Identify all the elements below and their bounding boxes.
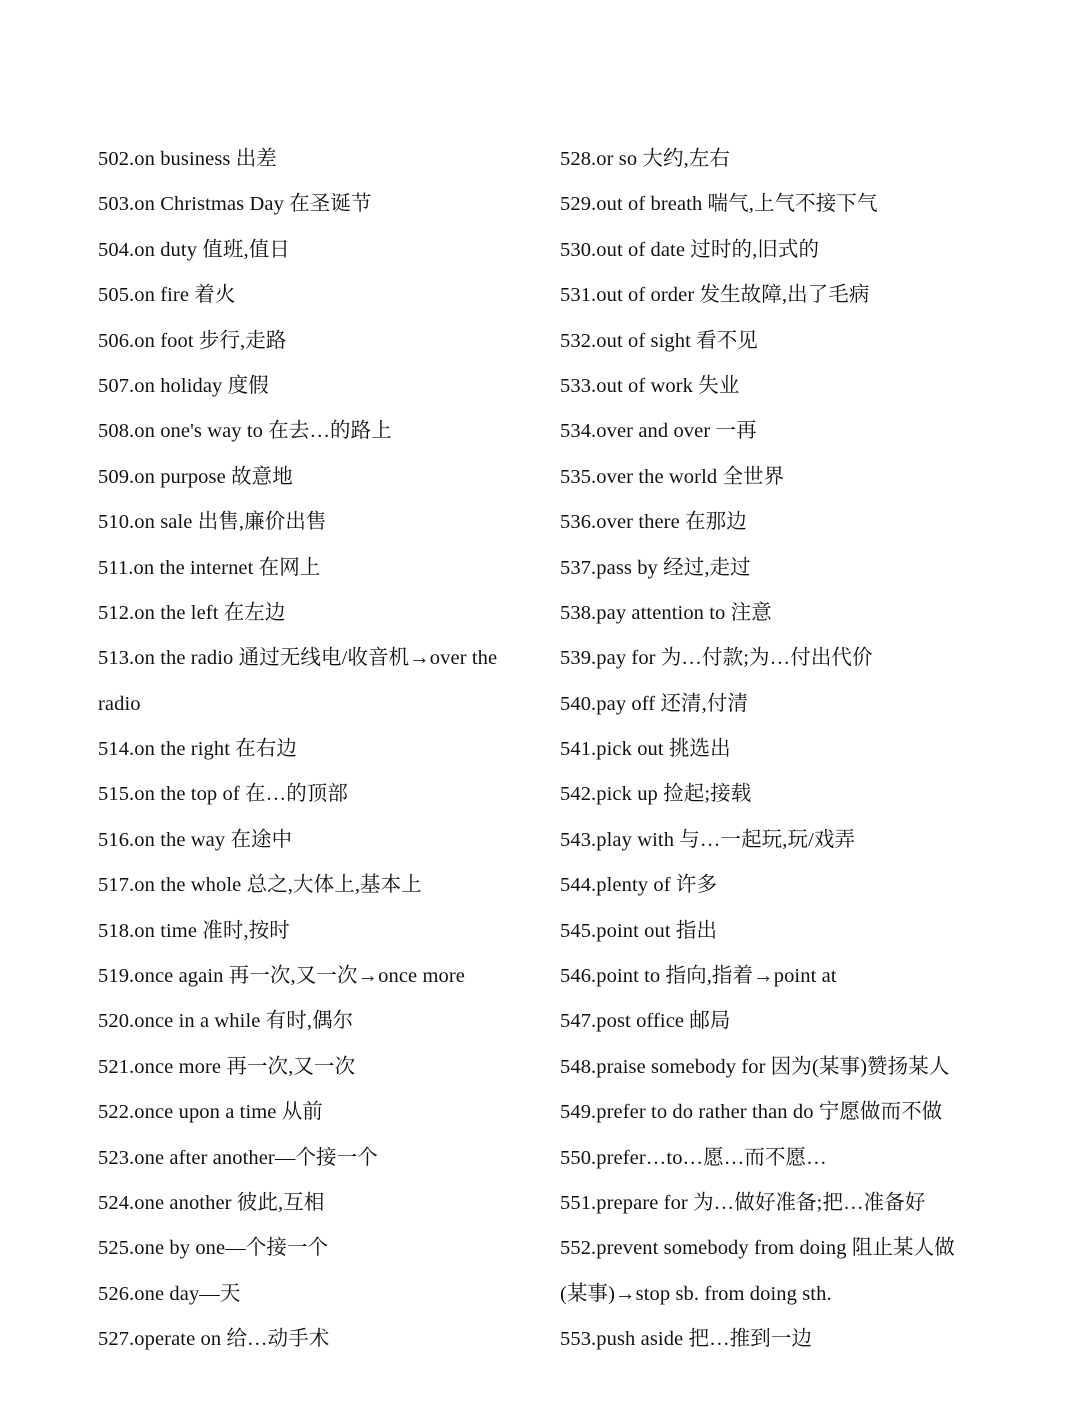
- phrase-line: 513.on the radio 通过无线电/收音机→over the: [98, 647, 498, 670]
- phrase-line: 542.pick up 捡起;接载: [560, 783, 752, 806]
- phrase-line: 543.play with 与…一起玩,玩/戏弄: [560, 828, 856, 851]
- phrase-line: 552.prevent somebody from doing 阻止某人做: [560, 1237, 955, 1260]
- phrase-line: 517.on the whole 总之,大体上,基本上: [98, 874, 422, 897]
- phrase-line: 512.on the left 在左边: [98, 601, 286, 624]
- phrase-line: 511.on the internet 在网上: [98, 556, 321, 579]
- phrase-line: 523.one after another—个接一个: [98, 1146, 378, 1169]
- phrase-line: 524.one another 彼此,互相: [98, 1191, 325, 1214]
- phrase-line: 545.point out 指出: [560, 919, 718, 942]
- phrase-line: 507.on holiday 度假: [98, 374, 269, 397]
- phrase-line: 505.on fire 着火: [98, 284, 236, 307]
- phrase-line: 508.on one's way to 在去…的路上: [98, 420, 392, 443]
- phrase-line: 527.operate on 给…动手术: [98, 1328, 330, 1351]
- phrase-line: 532.out of sight 看不见: [560, 329, 758, 352]
- phrase-line: 537.pass by 经过,走过: [560, 556, 751, 579]
- phrase-line: 547.post office 邮局: [560, 1010, 731, 1033]
- phrase-line: 504.on duty 值班,值日: [98, 238, 290, 261]
- phrase-line: 536.over there 在那边: [560, 511, 747, 534]
- phrase-line: 539.pay for 为…付款;为…付出代价: [560, 647, 873, 670]
- phrase-line: 546.point to 指向,指着→point at: [560, 965, 837, 988]
- phrase-line: 509.on purpose 故意地: [98, 465, 293, 488]
- phrase-line: 516.on the way 在途中: [98, 828, 293, 851]
- phrase-line: 530.out of date 过时的,旧式的: [560, 238, 820, 261]
- phrase-line: 538.pay attention to 注意: [560, 601, 772, 624]
- left-phrase-column: [98, 137, 528, 1363]
- phrase-line: 531.out of order 发生故障,出了毛病: [560, 284, 870, 307]
- phrase-line: 534.over and over 一再: [560, 420, 757, 443]
- phrase-line: 515.on the top of 在…的顶部: [98, 783, 348, 806]
- phrase-line: 503.on Christmas Day 在圣诞节: [98, 193, 372, 216]
- phrase-line: 533.out of work 失业: [560, 374, 740, 397]
- phrase-line: 502.on business 出差: [98, 148, 277, 170]
- phrase-line-continuation: (某事)→stop sb. from doing sth.: [560, 1282, 832, 1305]
- phrase-line: 521.once more 再一次,又一次: [98, 1055, 356, 1078]
- phrase-line: 514.on the right 在右边: [98, 738, 298, 761]
- phrase-line: 540.pay off 还清,付清: [560, 692, 749, 715]
- phrase-line-continuation: radio: [98, 692, 141, 715]
- phrase-line: 535.over the world 全世界: [560, 465, 785, 488]
- phrase-line: 525.one by one—个接一个: [98, 1237, 329, 1260]
- phrase-line: 526.one day—天: [98, 1282, 241, 1305]
- phrase-line: 550.prefer…to…愿…而不愿…: [560, 1146, 827, 1169]
- phrase-line: 529.out of breath 喘气,上气不接下气: [560, 193, 878, 216]
- phrase-line: 544.plenty of 许多: [560, 874, 718, 897]
- phrase-line: 518.on time 准时,按时: [98, 919, 290, 942]
- phrase-line: 541.pick out 挑选出: [560, 738, 731, 761]
- phrase-line: 551.prepare for 为…做好准备;把…准备好: [560, 1191, 926, 1214]
- right-phrase-column: [560, 137, 1000, 1363]
- phrase-line: 506.on foot 步行,走路: [98, 329, 287, 352]
- phrase-line: 510.on sale 出售,廉价出售: [98, 511, 327, 534]
- phrase-line: 520.once in a while 有时,偶尔: [98, 1010, 354, 1033]
- phrase-line: 549.prefer to do rather than do 宁愿做而不做: [560, 1101, 943, 1124]
- phrase-line: 519.once again 再一次,又一次→once more: [98, 965, 465, 988]
- phrase-line: 528.or so 大约,左右: [560, 148, 731, 170]
- phrase-line: 522.once upon a time 从前: [98, 1101, 323, 1124]
- phrase-line: 553.push aside 把…推到一边: [560, 1328, 813, 1351]
- phrase-line: 548.praise somebody for 因为(某事)赞扬某人: [560, 1055, 950, 1078]
